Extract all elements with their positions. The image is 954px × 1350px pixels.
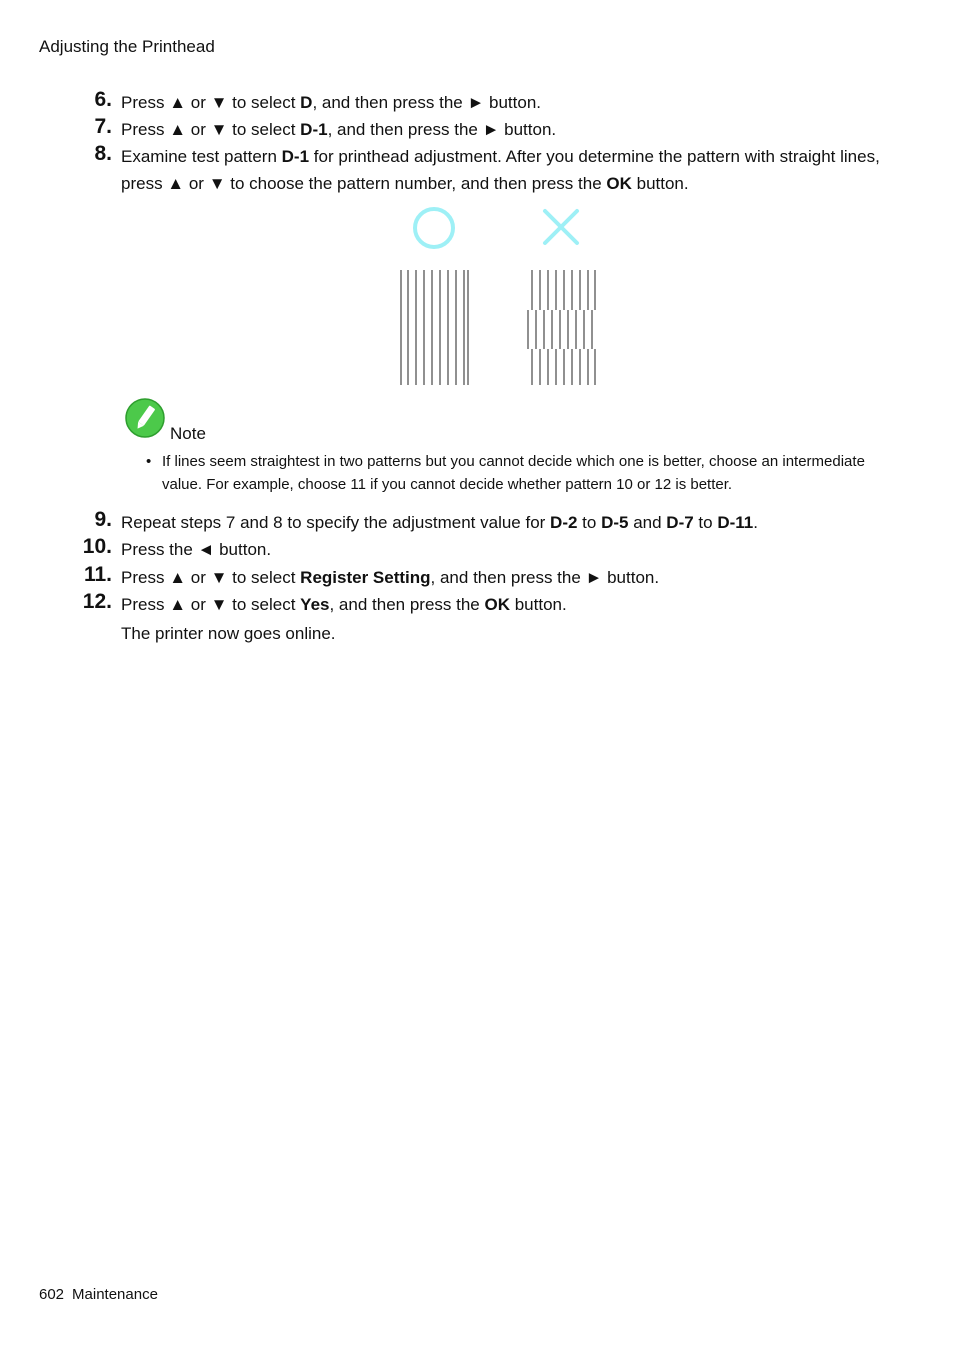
down-arrow-icon: ▼ [210,595,228,614]
text-fragment: button. [631,174,689,193]
text-fragment: to select [227,595,301,614]
text-fragment: D-2 [550,513,578,532]
text-fragment: to select [227,120,301,139]
page-number: 602 [39,1286,65,1303]
step-text [121,591,881,618]
step-number: 6. [94,88,112,111]
up-arrow-icon: ▲ [169,595,187,614]
up-arrow-icon: ▲ [169,568,187,587]
text-fragment: OK [606,174,632,193]
step-number: 9. [94,508,112,531]
text-fragment: Press [121,568,170,587]
note-text: If lines seem straightest in two patterns but you cannot decide which one is better, choose an intermediate value. For example, choose 11 if you cannot decide whether pattern 10 or 12 is better. [162,453,865,493]
text-fragment: Press [121,595,170,614]
step-text [121,143,881,197]
text-fragment: Press the [121,540,198,559]
step-text [121,116,881,143]
text-fragment: Examine test pattern [121,147,282,166]
left-arrow-icon: ◄ [197,540,215,559]
page-header: Adjusting the Printhead [39,37,215,56]
text-fragment: Register Setting [300,568,431,587]
text-fragment: Repeat steps 7 and 8 to specify the adjustment value for [121,513,551,532]
text-fragment: or [186,93,211,112]
text-fragment: , and then press the [327,120,483,139]
text-fragment: D-11 [717,513,754,532]
page-footer [39,1286,158,1303]
step-number: 12. [82,590,112,613]
text-fragment: button. [484,93,541,112]
step-number: 10. [82,535,112,558]
text-fragment: button. [509,595,567,614]
text-fragment: , and then press the [312,93,468,112]
text-fragment: . [753,513,758,532]
up-arrow-icon: ▲ [169,120,187,139]
text-fragment: Press [121,120,170,139]
note-pencil-icon [125,398,165,440]
text-fragment: D-7 [666,513,694,532]
text-fragment: Press [121,93,170,112]
result-text: The printer now goes online. [121,624,336,643]
up-arrow-icon: ▲ [169,93,187,112]
text-fragment: button. [214,540,272,559]
right-arrow-icon: ► [467,93,485,112]
right-arrow-icon: ► [482,120,500,139]
step-text [121,536,881,563]
down-arrow-icon: ▼ [210,93,228,112]
down-arrow-icon: ▼ [208,174,226,193]
step-text [121,89,881,116]
text-fragment: Yes [300,595,330,614]
right-arrow-icon: ► [585,568,603,587]
text-fragment: D [300,93,313,112]
down-arrow-icon: ▼ [210,120,228,139]
note-label: Note [170,424,206,443]
bullet: • [146,453,152,470]
step-text [121,509,881,536]
step-text [121,564,881,591]
up-arrow-icon: ▲ [167,174,185,193]
text-fragment: OK [484,595,510,614]
text-fragment: and [628,513,667,532]
step-number: 7. [94,115,112,138]
text-fragment: or [186,568,211,587]
text-fragment: or [186,120,211,139]
cross-icon [545,211,577,243]
down-arrow-icon: ▼ [210,568,228,587]
text-fragment: D-1 [281,147,310,166]
step-number: 11. [83,563,112,586]
text-fragment: button. [602,568,660,587]
text-fragment: for printhead adjustment. After you determine the pattern with straight lines, press [121,147,880,193]
text-fragment: or [184,174,209,193]
text-fragment: to [693,513,718,532]
circle-icon [415,209,453,247]
text-fragment: to [577,513,602,532]
text-fragment: to choose the pattern number, and then press the [225,174,607,193]
step-number: 8. [94,142,112,165]
text-fragment: , and then press the [329,595,485,614]
text-fragment: button. [499,120,557,139]
text-fragment: D-1 [300,120,328,139]
section-name: Maintenance [72,1286,158,1303]
misaligned-lines-pattern [528,270,595,385]
text-fragment: D-5 [601,513,629,532]
text-fragment: to select [227,93,301,112]
text-fragment: or [186,595,211,614]
text-fragment: to select [227,568,301,587]
test-pattern-illustration [395,204,605,389]
text-fragment: , and then press the [430,568,586,587]
straight-lines-pattern [401,270,468,385]
